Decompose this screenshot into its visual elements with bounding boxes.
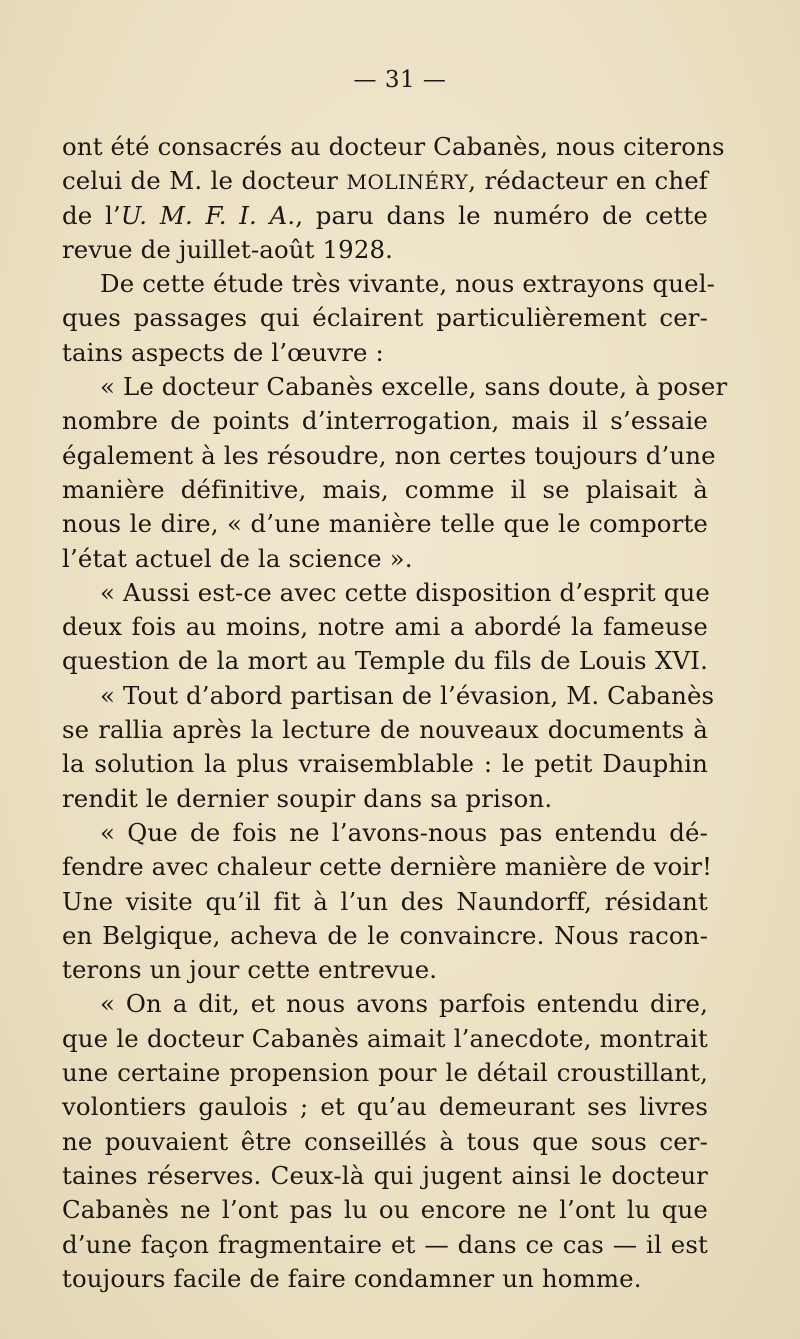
text-line: revue de juillet-août 1928. xyxy=(62,234,394,264)
text-line: Cabanès ne l’ont pas lu ou encore ne l’ont lu que xyxy=(62,1195,708,1225)
text-line: « Aussi est-ce avec cette disposition d’esprit que xyxy=(100,577,710,607)
author-name-smallcaps: MOLINÉRY xyxy=(346,170,469,195)
text-line: en Belgique, acheva de le convaincre. Nous racon- xyxy=(62,920,708,950)
text-line: toujours facile de faire condamner un homme. xyxy=(62,1263,642,1293)
body-text xyxy=(62,130,728,1296)
text-line: ques passages qui éclairent particulièrement cer- xyxy=(62,303,708,333)
text-line: rendit le dernier soupir dans sa prison. xyxy=(62,783,553,813)
text-line: « Que de fois ne l’avons-nous pas entendu dé- xyxy=(100,817,708,847)
text-line: l’état actuel de la science ». xyxy=(62,543,413,573)
text-line: une certaine propension pour le détail croustillant, xyxy=(62,1058,708,1088)
text-line: de l’U. M. F. I. A., paru dans le numéro de cette xyxy=(62,200,708,230)
text-line: terons un jour cette entrevue. xyxy=(62,955,438,985)
text-line: nous le dire, « d’une manière telle que le comporte xyxy=(62,509,708,539)
text-line: également à les résoudre, non certes toujours d’une xyxy=(62,440,716,470)
text-line: « Tout d’abord partisan de l’évasion, M. Cabanès xyxy=(100,680,715,710)
text-line: « On a dit, et nous avons parfois entendu dire, xyxy=(100,989,708,1019)
text-line: ne pouvaient être conseillés à tous que sous cer- xyxy=(62,1126,708,1156)
text-line: tains aspects de l’œuvre : xyxy=(62,337,384,367)
text-line: « Le docteur Cabanès excelle, sans doute, à poser xyxy=(100,372,728,402)
text-line: se rallia après la lecture de nouveaux documents à xyxy=(62,715,708,745)
text-line: Une visite qu’il fit à l’un des Naundorff, résidant xyxy=(62,886,708,916)
text-line: deux fois au moins, notre ami a abordé la fameuse xyxy=(62,612,708,642)
text-line: De cette étude très vivante, nous extrayons quel- xyxy=(100,269,716,299)
text-line: taines réserves. Ceux-là qui jugent ainsi le docteur xyxy=(62,1160,708,1190)
text-line: volontiers gaulois ; et qu’au demeurant ses livres xyxy=(62,1092,708,1122)
text-line: que le docteur Cabanès aimait l’anecdote, montrait xyxy=(62,1023,708,1053)
text-line: nombre de points d’interrogation, mais il s’essaie xyxy=(62,406,708,436)
text-line: manière définitive, mais, comme il se plaisait à xyxy=(62,474,708,504)
text-line: d’une façon fragmentaire et — dans ce cas — il est xyxy=(62,1229,708,1259)
page-number: — 31 — xyxy=(353,67,447,93)
text-line: la solution la plus vraisemblable : le petit Dauphin xyxy=(62,749,708,779)
journal-name-italic: U. M. F. I. A. xyxy=(120,200,296,230)
text-line: ont été consacrés au docteur Cabanès, nous citerons xyxy=(62,132,725,161)
text-line: fendre avec chaleur cette dernière manière de voir! xyxy=(62,852,713,882)
text-line: question de la mort au Temple du fils de Louis XVI. xyxy=(62,646,708,676)
text-line: celui de M. le docteur MOLINÉRY, rédacteur en chef xyxy=(62,166,708,196)
